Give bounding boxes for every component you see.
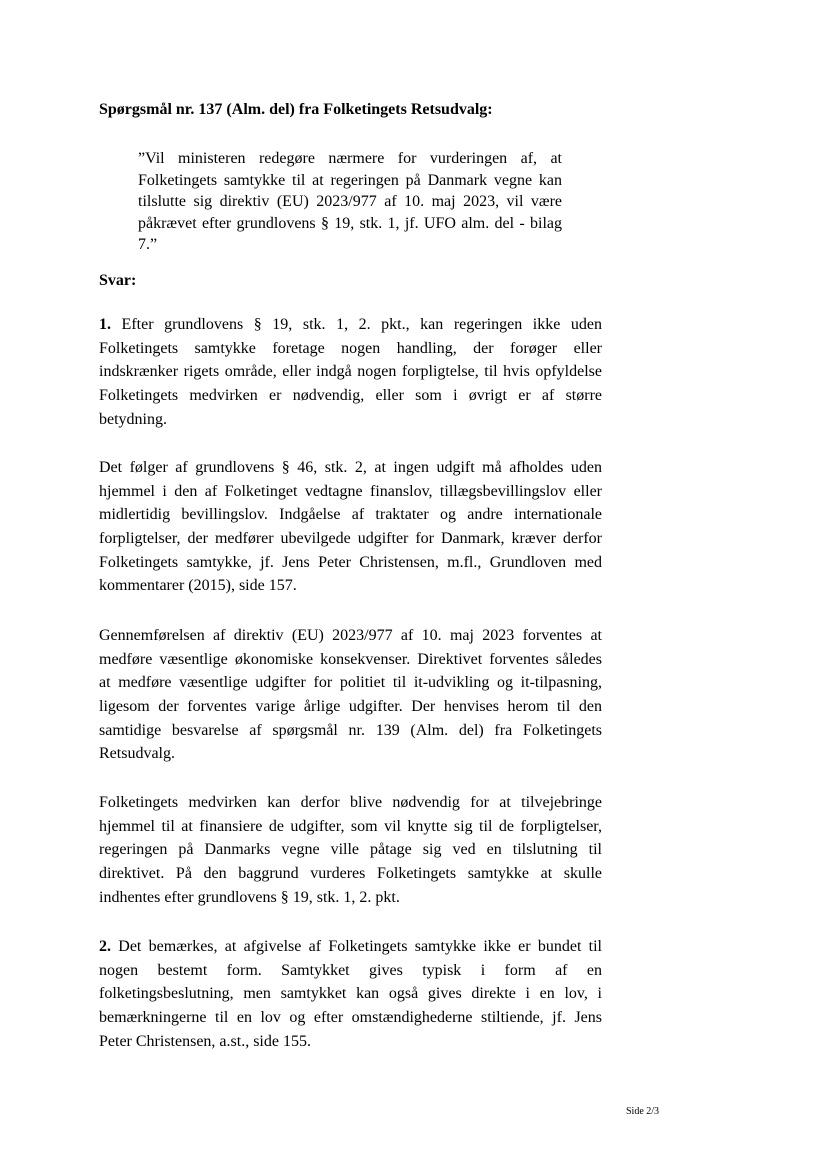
paragraph-line: bemærkningerne til en lov og efter omstændighederne stiltiende, jf. Jens <box>99 1009 602 1027</box>
paragraph-line: indhentes efter grundlovens § 19, stk. 1, 2. pkt. <box>99 888 400 906</box>
quote-line: ”Vil ministeren redegøre nærmere for vurderingen af, at <box>138 150 562 167</box>
paragraph-line: folketingsbeslutning, men samtykket kan også gives direkte i en lov, i <box>99 985 602 1003</box>
paragraph-line: hjemmel i den af Folketinget vedtagne finanslov, tillægsbevillingslov eller <box>99 482 602 500</box>
paragraph-text: Efter grundlovens § 19, stk. 1, 2. pkt., kan regeringen ikke uden <box>111 316 602 333</box>
quote-line: påkrævet efter grundlovens § 19, stk. 1, jf. UFO alm. del - bilag <box>138 214 562 232</box>
paragraph-line: indskrænker rigets område, eller indgå nogen forpligtelse, til hvis opfyldelse <box>99 363 602 381</box>
paragraph-line: Folketingets samtykke foretage nogen handling, der forøger eller <box>99 339 602 357</box>
paragraph-text: Det bemærkes, at afgivelse af Folketingets samtykke ikke er bundet til <box>111 938 602 955</box>
paragraph-line: kommentarer (2015), side 157. <box>99 577 297 595</box>
paragraph-line: Folketingets medvirken er nødvendig, eller som i øvrigt er af større <box>99 387 602 405</box>
paragraph-line: Det følger af grundlovens § 46, stk. 2, at ingen udgift må afholdes uden <box>99 459 602 476</box>
quote-line: 7.” <box>138 236 158 253</box>
paragraph-line: Retsudvalg. <box>99 745 175 763</box>
paragraph-4 <box>99 791 602 909</box>
paragraph-1 <box>99 313 602 431</box>
paragraph-line <box>99 313 602 337</box>
paragraph-line: Gennemførelsen af direktiv (EU) 2023/977 af 10. maj 2023 forventes at <box>99 627 602 644</box>
paragraph-line: ligesom der forventes varige årlige udgifter. Der henvises herom til den <box>99 698 602 716</box>
paragraph-line: at medføre væsentlige udgifter for politiet til it-udvikling og it-tilpasning, <box>99 674 602 692</box>
paragraph-line: Folketingets medvirken kan derfor blive nødvendig for at tilvejebringe <box>99 794 602 811</box>
paragraph-line: nogen bestemt form. Samtykket gives typisk i form af en <box>99 961 602 979</box>
page-number: Side 2/3 <box>626 1106 660 1117</box>
paragraph-line: medføre væsentlige økonomiske konsekvenser. Direktivet forventes således <box>99 650 602 668</box>
quote-line: tilslutte sig direktiv (EU) 2023/977 af 10. maj 2023, vil være <box>138 193 562 210</box>
paragraph-line <box>99 935 602 959</box>
paragraph-5 <box>99 935 602 1053</box>
answer-label: Svar: <box>99 272 137 289</box>
paragraph-line: forpligtelser, der medfører ubevilgede udgifter for Danmark, kræver derfor <box>99 530 602 548</box>
paragraph-number: 1. <box>99 316 111 333</box>
paragraph-line: direktivet. På den baggrund vurderes Folketingets samtykke at skulle <box>99 865 602 883</box>
question-heading: Spørgsmål nr. 137 (Alm. del) fra Folketingets Retsudvalg: <box>99 101 493 118</box>
paragraph-line: regeringen på Danmarks vegne ville påtage sig ved en tilslutning til <box>99 841 602 859</box>
paragraph-line: Folketingets samtykke, jf. Jens Peter Christensen, m.fl., Grundloven med <box>99 553 602 571</box>
paragraph-2 <box>99 456 602 598</box>
question-quote <box>138 148 562 256</box>
paragraph-3 <box>99 624 602 766</box>
quote-line: Folketingets samtykke til at regeringen på Danmark vegne kan <box>138 171 562 189</box>
paragraph-line: hjemmel til at finansiere de udgifter, som vil knytte sig til de forpligtelser, <box>99 817 602 835</box>
paragraph-line: Peter Christensen, a.st., side 155. <box>99 1032 311 1050</box>
paragraph-number: 2. <box>99 938 111 955</box>
paragraph-line: betydning. <box>99 410 167 428</box>
paragraph-line: samtidige besvarelse af spørgsmål nr. 139 (Alm. del) fra Folketingets <box>99 721 602 739</box>
paragraph-line: midlertidig bevillingslov. Indgåelse af traktater og andre internationale <box>99 506 602 524</box>
